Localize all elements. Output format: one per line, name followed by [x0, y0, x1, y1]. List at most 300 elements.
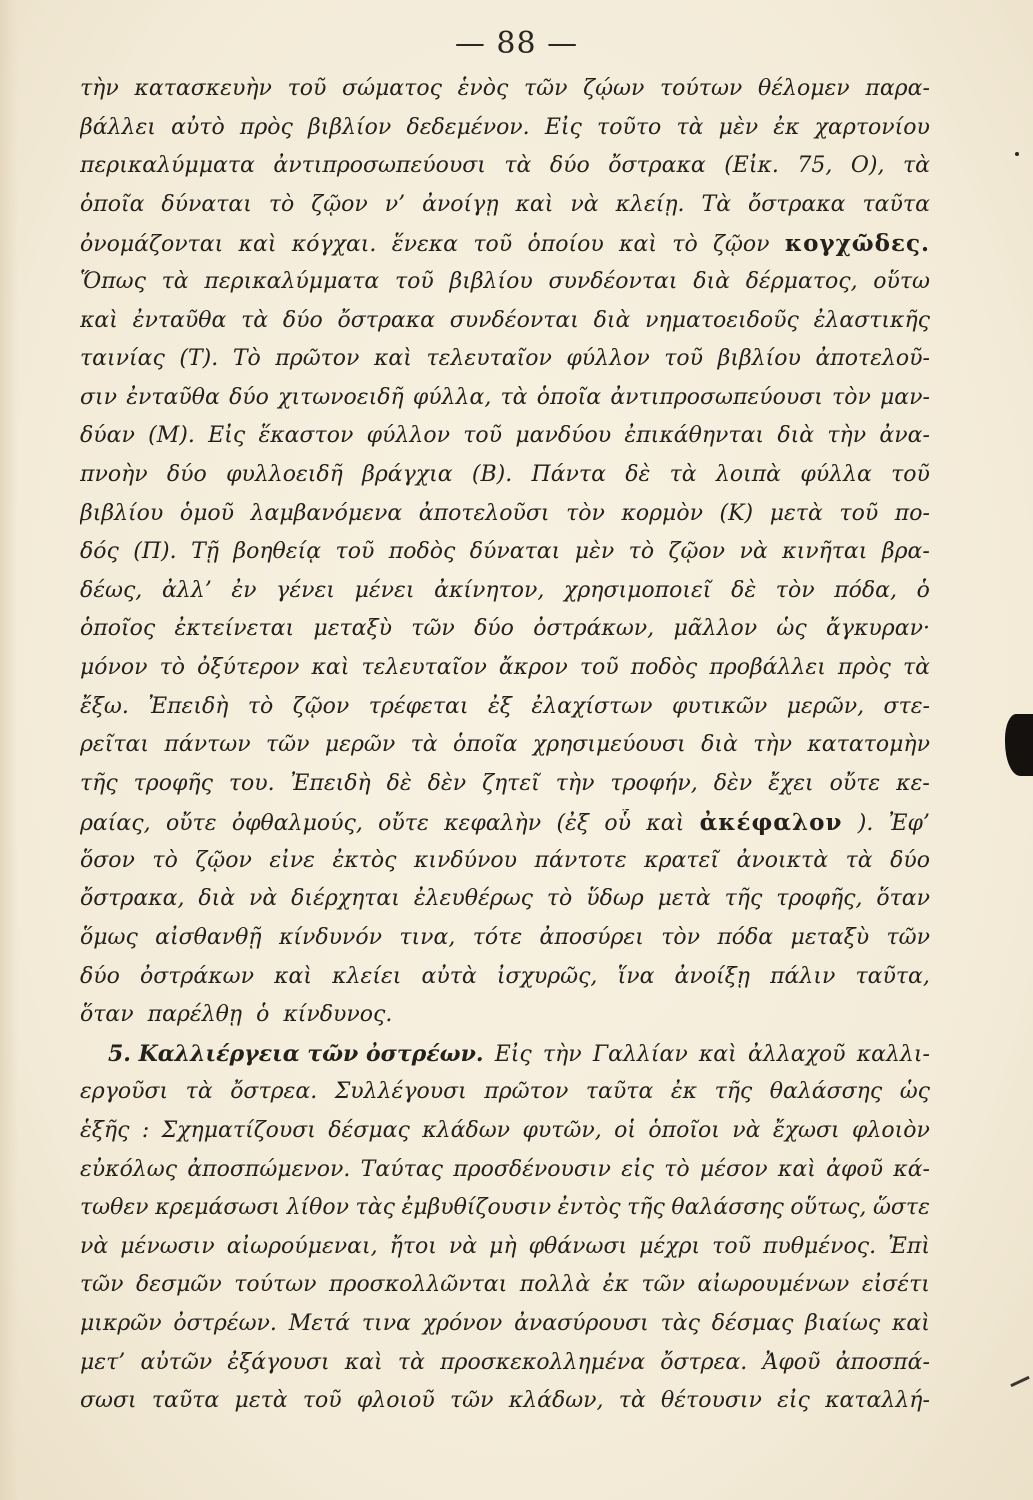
- word: ρεῖται: [80, 732, 150, 758]
- text-line: [80, 462, 930, 501]
- word: νὰ: [732, 1118, 761, 1144]
- word: ἐμβυθίζουσιν: [401, 1195, 552, 1221]
- word: φυτῶν,: [522, 1118, 602, 1144]
- word: ἀποτελοῦσι: [418, 500, 550, 526]
- word: Εἰς: [208, 423, 246, 449]
- word: πόδα: [717, 925, 774, 951]
- word: ἀφοῦ: [826, 1156, 883, 1182]
- word: τὰ: [845, 847, 873, 873]
- word: τωθεν: [80, 1195, 149, 1221]
- text-line: [80, 501, 930, 540]
- word: ἔξω.: [80, 693, 129, 719]
- word: ὅταν: [876, 886, 930, 912]
- word: ὀστράκων,: [533, 616, 655, 642]
- word: τὸ: [664, 1156, 690, 1182]
- word: τὰς: [660, 1311, 700, 1336]
- word: θαλάσσης: [671, 1195, 784, 1221]
- word: Σχηματίζουσι: [161, 1118, 316, 1144]
- word: τοῦ: [394, 268, 434, 294]
- word: ὄστρεα.: [230, 1079, 318, 1105]
- word: βιβλίον: [308, 114, 392, 140]
- word: καλλι-: [856, 1041, 930, 1067]
- word: αἰσθανθῇ: [155, 925, 262, 951]
- word: ζῷον: [292, 693, 350, 719]
- word: καὶ: [373, 346, 412, 372]
- word: μικρῶν: [80, 1311, 162, 1336]
- word: πόδα,: [834, 577, 898, 603]
- word: ὁ: [916, 577, 930, 603]
- word: δύαν: [80, 423, 135, 449]
- word: Τὸ: [232, 346, 261, 372]
- word: τὸ: [546, 886, 573, 912]
- word: δύο: [549, 153, 590, 179]
- word: ὡς: [899, 1079, 930, 1105]
- word: (ἐξ: [556, 811, 589, 837]
- word: φυλλοειδῆ: [226, 461, 343, 487]
- word: δύο: [474, 616, 514, 642]
- word: δύο: [229, 384, 269, 410]
- word: ἐντὸς: [557, 1195, 621, 1221]
- word: ).: [857, 811, 874, 837]
- word: μόνον: [80, 654, 148, 680]
- word: τρέφεται: [368, 693, 469, 719]
- word: κατατομὴν: [807, 732, 930, 758]
- word: καὶ: [698, 1041, 737, 1067]
- word: τὴν: [80, 76, 119, 101]
- word: τινα,: [399, 925, 456, 951]
- word: προσδένουσιν: [453, 1156, 611, 1182]
- word: φθάνωσι: [528, 1233, 628, 1259]
- word: μεταξὺ: [790, 925, 870, 951]
- word: νὰ: [739, 539, 768, 565]
- word: ἀνασύρουσι: [514, 1311, 649, 1336]
- word: τὴν: [753, 732, 792, 758]
- word: καὶ: [238, 232, 277, 258]
- word: τῶν: [886, 925, 930, 951]
- word: (Β).: [471, 461, 513, 487]
- word: τὰ: [676, 114, 704, 140]
- word: ἀλλαχοῦ: [747, 1041, 846, 1067]
- word: τὰ: [902, 654, 930, 680]
- word: τροφήν,: [610, 770, 698, 796]
- word: ἐπικάθηνται: [624, 423, 765, 449]
- word: πνοὴν: [80, 461, 148, 487]
- word: ὀστράκων: [140, 963, 254, 989]
- word: τὸ: [247, 693, 274, 719]
- word: Ο),: [850, 153, 885, 179]
- word: ἔχωσι: [772, 1118, 840, 1144]
- word: δέσμας: [328, 1118, 410, 1144]
- word: αὐτὸ: [171, 114, 225, 140]
- word: ὁ: [256, 1002, 270, 1028]
- word: τὰ: [161, 268, 189, 294]
- word: ἀκίνητον,: [434, 577, 545, 603]
- word: οὔτε: [829, 770, 881, 796]
- bold-term: κογχῶδες.: [784, 230, 930, 258]
- word: ὡς: [776, 616, 807, 642]
- word: δὲ: [625, 461, 651, 487]
- word: τοῦ: [335, 539, 375, 565]
- text-line: [80, 694, 930, 733]
- word: αὐτὰ: [421, 963, 477, 989]
- word: μέσον: [699, 1156, 768, 1182]
- text-line: [80, 1388, 930, 1427]
- word: Ἐπὶ: [888, 1233, 930, 1259]
- word: βιβλίου: [717, 346, 801, 372]
- word: ὁποῖοι: [648, 1118, 720, 1144]
- word: τροφῆς,: [776, 886, 863, 912]
- word: ἐλαχίστων: [531, 693, 653, 719]
- section-heading: 5. Καλλιέργεια τῶν ὀστρέων.: [108, 1040, 484, 1067]
- word: εἰς: [621, 1156, 654, 1182]
- word: ἑξῆς: [80, 1118, 130, 1144]
- word: ταῦτα: [585, 1079, 654, 1105]
- word: καὶ: [80, 307, 118, 333]
- word: τῶν: [266, 732, 310, 758]
- word: κατασκευὴν: [134, 76, 272, 101]
- word: τὸν: [832, 384, 871, 410]
- word: (Κ): [719, 500, 754, 526]
- word: πυθμένος.: [762, 1233, 877, 1259]
- word: ἤτοι: [389, 1233, 437, 1259]
- word: τῶν: [411, 616, 455, 642]
- word: καὶ: [344, 1349, 383, 1375]
- word: καὶ: [777, 1156, 816, 1182]
- word: Εἰς: [494, 1041, 532, 1067]
- word: ἐκτείνεται: [174, 616, 295, 642]
- word: βιβλίου: [80, 500, 164, 526]
- word: Τὰ: [701, 191, 732, 217]
- word: κορμὸν: [621, 500, 703, 526]
- word: πάντων: [164, 732, 251, 758]
- text-line: [80, 1234, 930, 1273]
- word: δύο: [890, 847, 930, 873]
- word: συνδέονται: [548, 268, 678, 294]
- word: μέχρι: [639, 1233, 701, 1259]
- word: αἰωρούμεναι,: [226, 1233, 378, 1259]
- word: μερῶν: [324, 732, 396, 758]
- word: οὗ: [604, 811, 631, 837]
- word: τὰς: [355, 1195, 395, 1221]
- word: μετὰ: [234, 1388, 288, 1414]
- word: ὅταν: [80, 1002, 134, 1028]
- word: ἐκ: [602, 1272, 629, 1298]
- word: τὸ: [152, 847, 178, 873]
- word: τὸ: [672, 232, 698, 258]
- word: μᾶλλον: [673, 616, 758, 642]
- word: κλείει: [332, 963, 402, 989]
- word: ἔχει: [768, 770, 814, 796]
- word: ζῷον: [195, 847, 252, 873]
- word: μὲν: [574, 539, 615, 565]
- word: τῶν: [80, 1272, 124, 1298]
- word: Ἐπειδὴ: [148, 693, 229, 719]
- text-line: [80, 1157, 930, 1196]
- word: ἀποσύρει: [539, 925, 644, 951]
- word: τοῦ: [473, 232, 513, 258]
- word: μετὰ: [657, 886, 711, 912]
- word: τοῦτο: [597, 114, 662, 140]
- text-line: [80, 1079, 930, 1118]
- word: κε-: [896, 770, 930, 796]
- word: ἕκαστον: [258, 423, 354, 449]
- word: ἄγκυραν·: [825, 616, 930, 642]
- text-line: [80, 1041, 930, 1080]
- word: πάντοτε: [534, 847, 627, 873]
- word: θαλάσσης: [769, 1079, 883, 1105]
- word: φύλλα,: [412, 384, 492, 410]
- word: ἐκτὸς: [332, 847, 397, 873]
- text-line: [80, 423, 930, 462]
- word: φύλλον: [566, 346, 650, 372]
- word: κεφαλὴν: [444, 811, 542, 837]
- word: βιβλίου: [449, 268, 533, 294]
- text-line: [80, 539, 930, 578]
- word: μεταξὺ: [313, 616, 393, 642]
- word: ὁποῖα: [453, 732, 518, 758]
- word: συνδέονται: [449, 307, 579, 333]
- word: διὰ: [777, 423, 815, 449]
- word: τούτων: [234, 1272, 317, 1298]
- word: πάλιν: [770, 963, 836, 989]
- text-line: [80, 192, 930, 231]
- word: πρῶτον: [275, 346, 360, 372]
- word: τοῦ: [579, 654, 619, 680]
- word: βάλλει: [80, 114, 156, 140]
- word: ποδὸς: [388, 539, 456, 565]
- word: καὶ: [274, 963, 313, 989]
- word: παρέλθῃ: [147, 1002, 243, 1028]
- word: τοῦ: [287, 76, 327, 101]
- word: τὸν: [661, 925, 700, 951]
- word: σώματος: [342, 76, 442, 101]
- word: ἐν: [231, 577, 257, 603]
- text-line: [80, 578, 930, 617]
- word: του.: [228, 770, 275, 796]
- word: φυτικῶν: [671, 693, 768, 719]
- word: τὰ: [669, 461, 697, 487]
- word: φλοιὸν: [852, 1118, 930, 1144]
- word: (Εἰκ.: [724, 153, 779, 179]
- word: ἀνοίξῃ: [674, 963, 750, 989]
- word: λοιπὰ: [715, 461, 782, 487]
- word: μερῶν,: [786, 693, 865, 719]
- word: νὰ: [448, 1233, 478, 1259]
- text-line: [80, 848, 930, 887]
- word: λίθον: [286, 1195, 349, 1221]
- word: ὅσον: [80, 847, 135, 873]
- word: ζῷον: [311, 191, 368, 217]
- word: ν’: [384, 191, 406, 217]
- word: γένει: [276, 577, 335, 603]
- word: τούτων: [660, 76, 743, 101]
- word: ὄστρακα: [337, 307, 436, 333]
- text-line: [80, 115, 930, 154]
- word: καταλλή-: [825, 1388, 930, 1414]
- word: δέρματος,: [745, 268, 858, 294]
- word: ὅμως: [80, 925, 138, 951]
- word: ζῷον: [668, 539, 726, 565]
- word: τὴν: [542, 1041, 582, 1067]
- word: Τῇ: [191, 539, 219, 565]
- bold-term: ἀκέφαλον: [699, 809, 843, 837]
- text-line: [80, 1118, 930, 1157]
- word: οἱ: [614, 1118, 636, 1144]
- word: εἰς: [777, 1388, 810, 1414]
- word: νὰ: [249, 886, 278, 912]
- word: :: [141, 1118, 150, 1144]
- word: ὀφθαλμούς,: [231, 811, 363, 837]
- word: βρα-: [881, 539, 930, 565]
- text-line: [80, 269, 930, 308]
- word: ἐκ: [670, 1079, 698, 1105]
- word: καὶ: [619, 232, 657, 258]
- word: μὲν: [718, 114, 759, 140]
- word: κλάδων,: [508, 1388, 604, 1414]
- word: οὔτε: [165, 811, 217, 837]
- text-line: [80, 346, 930, 385]
- word: μένει: [354, 577, 415, 603]
- word: Εἰς: [544, 114, 582, 140]
- word: ἀνοίγῃ: [422, 191, 499, 217]
- word: τὴν: [827, 423, 867, 449]
- word: ἐξ: [487, 693, 512, 719]
- word: ὁποῖα: [536, 384, 602, 410]
- word: τὰ: [504, 153, 532, 179]
- spine-shadow: [0, 0, 18, 1500]
- word: δύο: [282, 307, 323, 333]
- text-line: [80, 153, 930, 192]
- word: προβάλλει: [709, 654, 826, 680]
- word: λαμβανόμενα: [250, 500, 403, 526]
- word: αὐτῶν: [140, 1349, 213, 1375]
- word: παρα-: [865, 76, 930, 101]
- word: τὸ: [628, 539, 655, 565]
- word: ἐλαστικῆς: [813, 307, 930, 333]
- word: στε-: [883, 693, 930, 719]
- word: ὀνομάζονται: [80, 232, 224, 258]
- word: θέτουσιν: [661, 1388, 762, 1414]
- word: ὀξύτερον: [197, 654, 300, 680]
- word: ἐλευθέρως: [413, 886, 533, 912]
- word: ταινίας: [80, 346, 165, 372]
- word: φύλλα: [800, 461, 872, 487]
- word: ἑνὸς: [457, 76, 509, 101]
- word: πρὸς: [837, 654, 891, 680]
- word: εργοῦσι: [80, 1079, 169, 1105]
- word: κινδύνου: [413, 847, 518, 873]
- word: ὁμοῦ: [179, 500, 234, 526]
- word: σιν: [80, 384, 118, 410]
- word: ζῴων: [583, 76, 645, 101]
- text-line: [80, 732, 930, 771]
- word: καὶ: [311, 654, 350, 680]
- word: ἀποτελοῦ-: [815, 346, 930, 372]
- word: ὀστρέων.: [173, 1311, 277, 1336]
- word: καὶ: [892, 1311, 930, 1336]
- word: ὁποῖος: [80, 616, 156, 642]
- word: ἐνταῦθα: [126, 384, 220, 410]
- word: τὸ: [159, 654, 186, 680]
- word: ποδὸς: [630, 654, 698, 680]
- word: χρησιμοποιεῖ: [564, 577, 712, 603]
- text-line: [80, 76, 930, 115]
- word: μανδύου: [515, 423, 612, 449]
- ink-mark: [1010, 1376, 1029, 1387]
- text-line: [80, 1002, 930, 1041]
- word: διέρχηται: [291, 886, 400, 912]
- word: φύλλον: [366, 423, 450, 449]
- word: τότε: [472, 925, 523, 951]
- text-line: [80, 230, 930, 269]
- word: ζῷον: [713, 232, 770, 258]
- word: μαν-: [880, 384, 930, 410]
- word: μετ’: [80, 1349, 126, 1375]
- body-text: [80, 76, 930, 1456]
- word: προσκεκολλημένα: [440, 1349, 646, 1375]
- word: τὰ: [397, 1349, 425, 1375]
- word: κίνδυνόν: [278, 925, 382, 951]
- text-line: [80, 308, 930, 347]
- word: (Π).: [133, 539, 177, 565]
- word: τινα: [361, 1311, 411, 1336]
- word: τῶν: [450, 1388, 494, 1414]
- word: τοῦ: [712, 1233, 751, 1259]
- word: οὔτε: [378, 811, 429, 837]
- text-line: [80, 1272, 930, 1311]
- word: διὰ: [198, 886, 236, 912]
- word: τὸν: [566, 500, 605, 526]
- word: δὲν: [713, 770, 753, 796]
- word: τὰ: [500, 384, 528, 410]
- text-line: [80, 964, 930, 1003]
- word: ἀνοικτὰ: [736, 847, 829, 873]
- text-line: [80, 886, 930, 925]
- word: δὲ: [731, 577, 757, 603]
- word: βιαίως: [805, 1311, 881, 1336]
- word: ἀντιπροσωπεύουσι: [273, 153, 486, 179]
- page-number: — 88 —: [454, 26, 579, 61]
- word: σωσι: [80, 1388, 137, 1414]
- word: κλείῃ.: [615, 191, 685, 217]
- word: τροφῆς: [133, 770, 213, 796]
- word: φλοιοῦ: [356, 1388, 435, 1414]
- word: τῶν: [641, 1272, 685, 1298]
- word: ὄστρακα: [748, 191, 846, 217]
- word: καὶ: [646, 811, 685, 837]
- word: 75,: [797, 153, 833, 179]
- word: τῆς: [80, 770, 118, 796]
- word: πο-: [894, 500, 930, 526]
- word: Ἀφοῦ: [762, 1349, 821, 1375]
- word: Ταύτας: [360, 1156, 443, 1182]
- word: μένωσιν: [120, 1233, 215, 1259]
- word: ταῦτα,: [855, 963, 930, 989]
- word: δὲ: [386, 770, 412, 796]
- word: (Μ).: [148, 423, 195, 449]
- word: χαρτονίου: [814, 114, 930, 140]
- word: ταῦτα: [862, 191, 930, 217]
- word: τὸ: [268, 191, 295, 217]
- word: μετὰ: [769, 500, 823, 526]
- word: ἀλλ’: [161, 577, 212, 603]
- word: δύο: [80, 963, 120, 989]
- word: ἀποσπά-: [835, 1349, 930, 1375]
- word: τῶν: [524, 76, 568, 101]
- word: τελευταῖον: [361, 654, 487, 680]
- word: Πάντα: [531, 461, 606, 487]
- text-line: [80, 809, 930, 848]
